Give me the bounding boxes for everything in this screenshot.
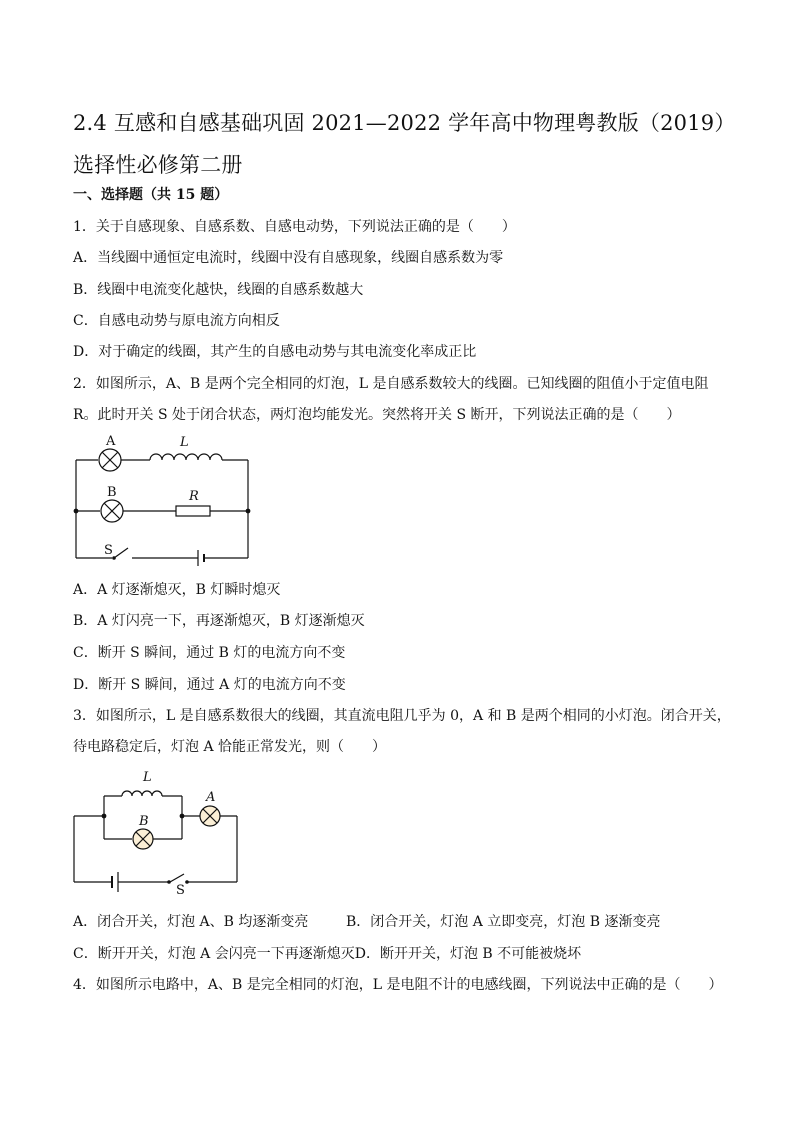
question-3-stem-line2: 待电路稳定后，灯泡 A 恰能正常发光，则（ ）	[73, 739, 387, 755]
label-inductor-l: L	[180, 435, 189, 450]
question-1-option-b: B．线圈中电流变化越快，线圈的自感系数越大	[73, 282, 364, 298]
switch-icon-2	[170, 874, 184, 882]
question-3-option-b: B．闭合开关，灯泡 A 立即变亮，灯泡 B 逐渐变亮	[346, 914, 661, 930]
question-2-circuit-diagram	[70, 432, 260, 568]
inductor-coil-icon	[150, 454, 222, 460]
question-2-option-a: A．A 灯逐渐熄灭，B 灯瞬时熄灭	[73, 582, 281, 598]
question-3-options-c-d: C．断开开关，灯泡 A 会闪亮一下再逐渐熄灭D．断开开关，灯泡 B 不可能被烧坏	[73, 946, 582, 962]
section-heading: 一、选择题（共 15 题）	[73, 187, 229, 203]
question-2-option-d: D．断开 S 瞬间，通过 A 灯的电流方向不变	[73, 677, 346, 693]
inductor-coil-icon-2	[122, 791, 162, 796]
question-1-option-a: A．当线圈中通恒定电流时，线圈中没有自感现象，线圈自感系数为零	[73, 250, 504, 266]
question-2-stem-line1: 2．如图所示，A、B 是两个完全相同的灯泡，L 是自感系数较大的线圈。已知线圈的阻值小于定值电阻	[73, 376, 709, 392]
question-3-stem-line1: 3．如图所示，L 是自感系数很大的线圈，其直流电阻几乎为 0，A 和 B 是两个相同的小灯泡。闭合开关，	[73, 708, 731, 724]
label-switch-s: S	[104, 543, 113, 558]
label-lamp-b-2: B	[139, 814, 149, 829]
label-resistor-r: R	[189, 489, 199, 504]
question-1-option-c: C．自感电动势与原电流方向相反	[73, 313, 280, 329]
question-3-option-a: A．闭合开关，灯泡 A、B 均逐渐变亮	[73, 914, 309, 930]
label-lamp-a-2: A	[206, 790, 216, 805]
label-switch-s-2: S	[176, 883, 185, 898]
question-1-option-d: D．对于确定的线圈，其产生的自感电动势与其电流变化率成正比	[73, 344, 477, 360]
switch-icon	[114, 548, 128, 558]
document-title: 2.4 互感和自感基础巩固 2021—2022 学年高中物理粤教版（2019）选择性必修第二册	[73, 111, 726, 177]
question-3-circuit-diagram	[70, 766, 245, 896]
question-2-option-b: B．A 灯闪亮一下，再逐渐熄灭，B 灯逐渐熄灭	[73, 613, 365, 629]
question-1-stem: 1．关于自感现象、自感系数、自感电动势，下列说法正确的是（ ）	[73, 219, 516, 235]
question-4-stem: 4．如图所示电路中，A、B 是完全相同的灯泡，L 是电阻不计的电感线圈，下列说法中正确的是（ ）	[73, 977, 723, 993]
label-lamp-b: B	[107, 485, 117, 500]
resistor-icon	[176, 506, 210, 516]
circuit-svg-2	[70, 432, 260, 564]
question-2-stem-line2: R。此时开关 S 处于闭合状态，两灯泡均能发光。突然将开关 S 断开，下列说法正确的是（ ）	[73, 407, 681, 423]
label-inductor-l-2: L	[143, 770, 152, 785]
question-2-option-c: C．断开 S 瞬间，通过 B 灯的电流方向不变	[73, 645, 346, 661]
label-lamp-a: A	[106, 434, 116, 449]
circuit-svg-3	[70, 766, 245, 898]
